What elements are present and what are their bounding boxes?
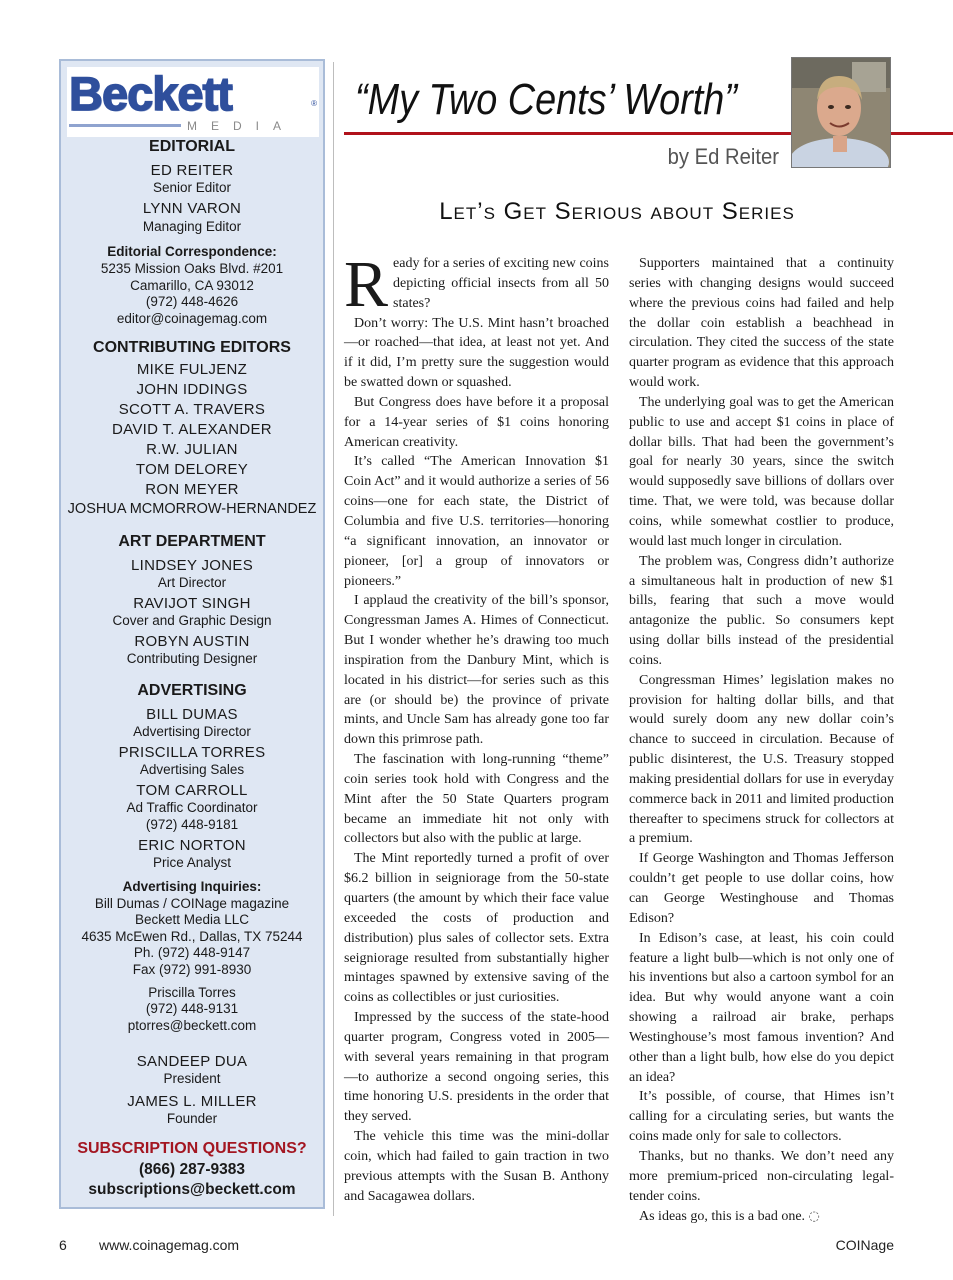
contributor-name: RON MEYER [145, 481, 239, 498]
paragraph: It’s possible, of course, that Himes isn’t calling for a circulating series, but wants the coins made only for sale to collectors. [629, 1089, 894, 1145]
paragraph-text: eady for a series of exciting new coins depicting official insects from all 50 states? [393, 256, 609, 311]
author-portrait-image [792, 58, 890, 167]
logo-media-text: MEDIA [187, 119, 296, 133]
paragraph [344, 248, 609, 321]
inquiry-line: Beckett Media LLC [134, 912, 250, 927]
staff-title: Contributing Designer [126, 651, 258, 666]
paragraph: The vehicle this time was the mini-dollar coin, which had failed to gain traction in two previous attempts with the Susan B. Anthony and Sacagawea dollars. [344, 1129, 609, 1204]
paragraph: If George Washington and Thomas Jefferson couldn’t get people to use dollar coins, how can George Westinghouse and Thomas Edison? [629, 851, 894, 926]
masthead-sidebar [59, 59, 325, 1209]
paragraph: It’s called “The American Innovation $1 Coin Act” and it would authorize a series of 56 coins—one for each state, the District of Columbia and five U.S. territories—honoring “a significant innovation, an innovator or pioneer, [or] a group of innovators or pioneers.” [344, 454, 609, 589]
staff-title: Cover and Graphic Design [112, 613, 272, 628]
beckett-media-logo[interactable] [67, 67, 319, 137]
inquiry-line: Ph. (972) 448-9147 [133, 945, 251, 960]
staff-title: Managing Editor [142, 219, 242, 234]
staff-title: Senior Editor [152, 180, 232, 195]
staff-title: Price Analyst [152, 855, 232, 870]
article-subtitle: Let’s Get Serious about Series [439, 198, 795, 225]
staff-name: ROBYN AUSTIN [134, 633, 250, 650]
paragraph [629, 1207, 894, 1227]
paragraph: I applaud the creativity of the bill’s sponsor, Congressman James A. Himes of Connecticut. But I wonder whether he’s drawing too much inspiration from the Danbury Mint, which is located in his district—for series such as this are (or should be) the province of private mints, and Uncle Sam has already gone too far down this primrose path. [344, 593, 609, 748]
page-number: 6 [59, 1237, 67, 1253]
officer-name: JAMES L. MILLER [127, 1093, 257, 1110]
author-photo [791, 57, 891, 168]
paragraph: The problem was, Congress didn’t authorize a simultaneous halt in production of new $1 bills, fearing that such a move would antagonize the public. So consumers kept using dollar bills instead of the presidential coins. [629, 553, 894, 668]
magazine-name: COINage [835, 1237, 894, 1253]
paragraph: Congressman Himes’ legislation makes no provision for halting dollar bills, and that would surely doom any new dollar coin’s chance to succeed in circulation. Because of public disinterest, the U.S. Treasury stopped making presidential dollars for use in everyday commerce back in 2011 and limited production thereafter to specimens struck for collectors at a premium. [629, 672, 894, 847]
contributor-name: SCOTT A. TRAVERS [118, 401, 266, 418]
editorial-email[interactable]: editor@coinagemag.com [116, 311, 268, 326]
staff-name: TOM CARROLL [136, 782, 248, 799]
subscription-email[interactable]: subscriptions@beckett.com [88, 1181, 296, 1198]
staff-title: Advertising Director [133, 724, 251, 739]
paragraph: Thanks, but no thanks. We don’t need any more premium-priced non-circulating legal-tender coins. [629, 1148, 894, 1204]
logo-wordmark: Beckett [69, 67, 232, 120]
staff-title: Art Director [157, 575, 227, 590]
staff-name: ERIC NORTON [138, 837, 246, 854]
staff-name: LYNN VARON [142, 200, 242, 217]
drop-cap: R [344, 248, 389, 321]
website-link[interactable]: www.coinagemag.com [99, 1237, 240, 1253]
logo-bar [69, 124, 181, 127]
staff-title: Advertising Sales [139, 762, 245, 777]
byline: by Ed Reiter [667, 144, 779, 169]
inquiry-line: (972) 448-9131 [145, 1001, 239, 1016]
address-line: 5235 Mission Oaks Blvd. #201 [100, 261, 284, 276]
article-column-2 [629, 254, 894, 1226]
paragraph: Impressed by the success of the state-hood quarter program, Congress voted in 2005—with several years remaining in that program—to authorize a second ongoing series, this time honoring U.S. presidents in the order that they served. [344, 1010, 609, 1125]
contributor-name: DAVID T. ALEXANDER [112, 421, 272, 438]
inquiry-line: Priscilla Torres [148, 985, 236, 1000]
staff-name: RAVIJOT SINGH [133, 595, 251, 612]
editorial-correspondence-heading: Editorial Correspondence: [107, 244, 277, 259]
advertising-heading: ADVERTISING [137, 682, 247, 699]
inquiry-line: Fax (972) 991-8930 [132, 962, 252, 977]
officer-title: President [163, 1071, 221, 1086]
paragraph: In Edison’s case, at least, his coin could feature a light bulb—which is not only one of his inventions but also a cartoon symbol for an idea. But why would anyone want a coin showing a railroad air brake, perhaps Westinghouse’s most famous invention? And other than a light bulb, how else do you depict an idea? [629, 930, 894, 1085]
column-title: “My Two Cents’ Worth” [355, 75, 737, 124]
staff-name: BILL DUMAS [146, 706, 238, 723]
contributor-name: MIKE FULJENZ [136, 361, 248, 378]
subscription-heading: SUBSCRIPTION QUESTIONS? [77, 1140, 307, 1157]
staff-name: PRISCILLA TORRES [118, 744, 266, 761]
art-department-heading: ART DEPARTMENT [118, 533, 266, 550]
paragraph-text: As ideas go, this is a bad one. [639, 1208, 806, 1224]
paragraph: Supporters maintained that a continuity series with changing designs would succeed where the previous coins had failed and help the dollar coin establish a beachhead in circulation. They cited the success of the state quarter program as evidence that this approach would work. [629, 256, 894, 391]
contributing-editors-heading: CONTRIBUTING EDITORS [93, 339, 291, 356]
contributor-name: JOSHUA MCMORROW-HERNANDEZ [67, 501, 317, 517]
inquiry-line: 4635 McEwen Rd., Dallas, TX 75244 [81, 929, 303, 944]
phone-number: (972) 448-9181 [145, 817, 239, 832]
paragraph: The underlying goal was to get the American public to use and accept $1 coins in place of dollar bills. That had been the government’s goal for nearly 30 years, since the switch would supposedly save billions of dollars over time. That, we were told, was because dollar coins, while somewhat costlier to produce, would last much longer in circulation. [629, 394, 894, 549]
subscription-phone: (866) 287-9383 [139, 1161, 245, 1178]
paragraph: Don’t worry: The U.S. Mint hasn’t broached—or roached—that idea, at least not yet. And if it did, I’m pretty sure the suggestion would be swatted down or squashed. [344, 315, 609, 391]
paragraph: The Mint reportedly turned a profit of over $6.2 billion in seigniorage from the 50-state quarters (the amount by which their face value exceeded the costs of production and distribution) plus sales of collector sets. Extra seigniorage resulted from substantially higher mintages spawned by extensive saving of the coins as collectibles or just curiosities. [344, 851, 609, 1006]
advertising-email[interactable]: ptorres@beckett.com [127, 1018, 257, 1033]
contributor-name: TOM DELOREY [135, 461, 249, 478]
paragraph: But Congress does have before it a proposal for a 14-year series of $1 coins honoring American creativity. [344, 394, 609, 450]
inquiry-line: Bill Dumas / COINage magazine [94, 896, 290, 911]
paragraph: The fascination with long-running “theme” coin series took hold with Congress and the Mint after the 50 State Quarters program became an immediate hit not only with collectors but also with the public at large. [344, 752, 609, 847]
end-mark-icon: ◌ [808, 1208, 820, 1224]
logo-trademark: ® [311, 99, 317, 108]
staff-name: LINDSEY JONES [131, 557, 253, 574]
phone-number: (972) 448-4626 [145, 294, 239, 309]
contributor-name: JOHN IDDINGS [136, 381, 248, 398]
address-line: Camarillo, CA 93012 [130, 278, 254, 293]
staff-name: ED REITER [150, 162, 234, 179]
staff-title: Ad Traffic Coordinator [126, 800, 258, 815]
editorial-heading: EDITORIAL [149, 138, 235, 155]
advertising-inquiries-heading: Advertising Inquiries: [122, 879, 262, 894]
column-divider [333, 62, 334, 1216]
officer-name: SANDEEP DUA [136, 1053, 248, 1070]
article-column-1 [344, 248, 609, 1207]
contributor-name: R.W. JULIAN [146, 441, 238, 458]
officer-title: Founder [166, 1111, 218, 1126]
